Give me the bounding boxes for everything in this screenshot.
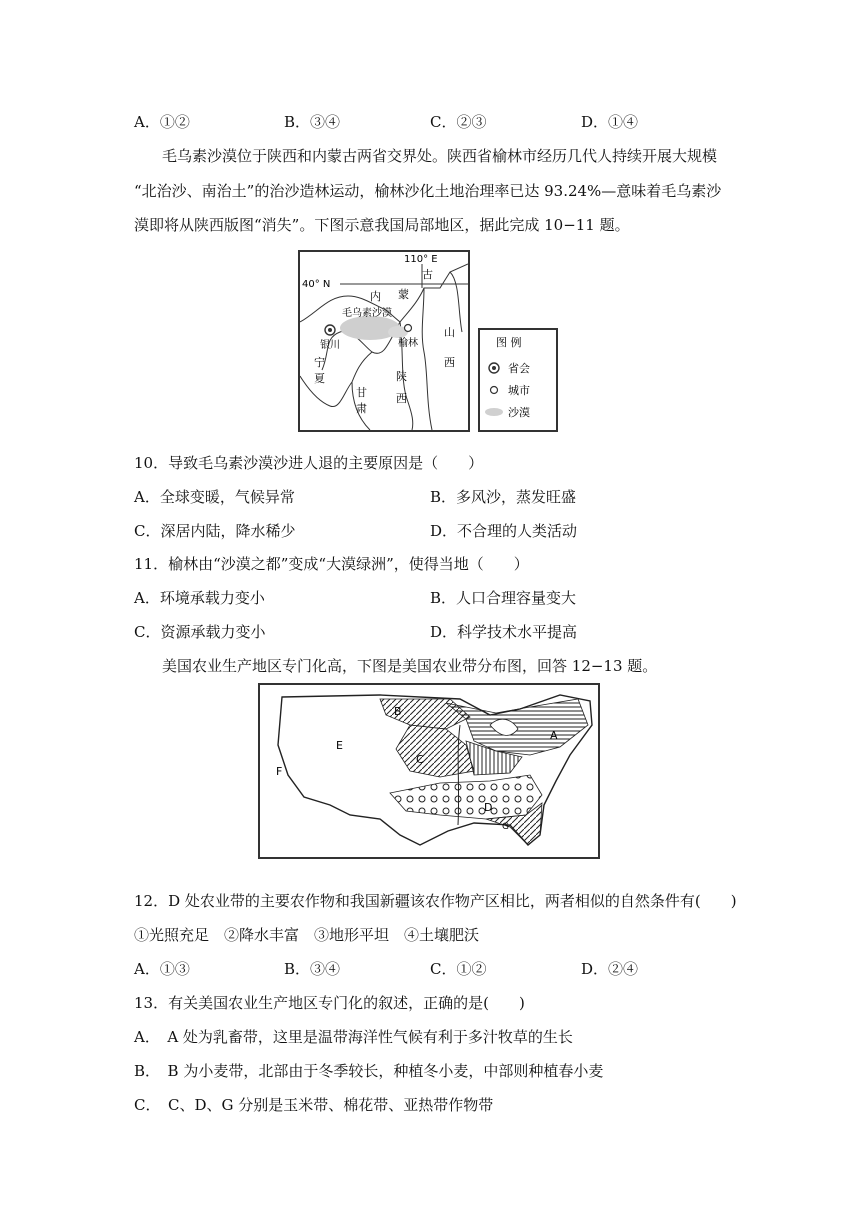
gansu-label-2: 肃	[356, 402, 367, 415]
yulin-label: 榆林	[398, 338, 418, 349]
passage2: 美国农业生产地区专门化高，下图是美国农业带分布图，回答 12−13 题。	[162, 657, 658, 675]
q11-stem: 11．榆林由“沙漠之都”变成“大漠绿洲”，使得当地（ ）	[134, 555, 529, 573]
q9-option-d: D．①④	[581, 113, 639, 131]
q12-option-d: D．②④	[581, 960, 639, 978]
shanxi-label-1: 山	[444, 326, 455, 339]
shaanxi-label-1: 陕	[396, 370, 407, 383]
map2-svg	[260, 685, 598, 857]
passage1-line2: “北治沙、南治土”的治沙造林运动，榆林沙化土地治理率已达 93.24%—意味着毛乌素沙	[134, 182, 722, 200]
q10-option-a: A．全球变暖，气候异常	[134, 488, 295, 506]
q11-option-b: B．人口合理容量变大	[430, 589, 577, 607]
label-f: F	[276, 765, 283, 778]
passage1-line1: 毛乌素沙漠位于陕西和内蒙古两省交界处。陕西省榆林市经历几代人持续开展大规模	[162, 147, 718, 165]
legend-title: 图 例	[496, 336, 522, 349]
q12-stem: 12．D 处农业带的主要农作物和我国新疆该农作物产区相比，两者相似的自然条件有( )	[134, 892, 737, 910]
legend-capital: 省会	[508, 362, 530, 375]
inner-mongolia-label-2: 蒙	[398, 288, 409, 301]
gansu-label-1: 甘	[356, 386, 367, 399]
q12-option-b: B．③④	[284, 960, 341, 978]
label-b: B	[394, 705, 402, 718]
label-c: C	[416, 753, 424, 766]
shanxi-label-2: 西	[444, 356, 455, 369]
q10-option-d: D．不合理的人类活动	[430, 522, 578, 540]
shaanxi-label-2: 西	[396, 392, 407, 405]
map1-svg	[300, 252, 468, 430]
latitude-label: 40° N	[302, 279, 331, 290]
city-icon	[491, 387, 498, 394]
desert-label: 毛乌素沙漠	[342, 308, 392, 319]
yinchuan-label: 银川	[320, 340, 340, 351]
q10-stem: 10．导致毛乌素沙漠沙进人退的主要原因是（ ）	[134, 454, 484, 472]
q12-option-c: C．①②	[430, 960, 487, 978]
q9-option-c: C．②③	[430, 113, 487, 131]
legend-city: 城市	[508, 384, 530, 397]
q13-option-b: B． B 为小麦带，北部由于冬季较长，种植冬小麦，中部则种植春小麦	[134, 1062, 604, 1080]
q13-option-a: A． A 处为乳畜带，这里是温带海洋性气候有利于多汁牧草的生长	[134, 1028, 573, 1046]
mu-us-desert-map	[298, 250, 470, 432]
legend-svg	[480, 330, 556, 430]
q11-option-c: C．资源承载力变小	[134, 623, 266, 641]
q9-option-a: A．①②	[134, 113, 190, 131]
legend-desert: 沙漠	[508, 406, 530, 419]
desert-legend-icon	[485, 408, 503, 416]
label-g: G	[502, 822, 509, 832]
q10-option-b: B．多风沙，蒸发旺盛	[430, 488, 577, 506]
ningxia-label-2: 夏	[314, 372, 325, 385]
us-agriculture-map	[258, 683, 600, 859]
yinchuan-capital-dot	[328, 328, 332, 332]
q11-option-a: A．环境承载力变小	[134, 589, 265, 607]
q13-stem: 13．有关美国农业生产地区专门化的叙述，正确的是( )	[134, 994, 525, 1012]
q9-option-b: B．③④	[284, 113, 341, 131]
inner-mongolia-label-3: 古	[422, 268, 433, 281]
label-e: E	[336, 739, 343, 752]
q12-items: ①光照充足 ②降水丰富 ③地形平坦 ④土壤肥沃	[134, 926, 480, 944]
q12-option-a: A．①③	[134, 960, 190, 978]
label-a: A	[550, 729, 558, 742]
passage1-line3: 漠即将从陕西版图“消失”。下图示意我国局部地区，据此完成 10−11 题。	[134, 216, 630, 234]
label-d: D	[484, 801, 493, 814]
inner-mongolia-label-1: 内	[370, 290, 381, 303]
map1-legend	[478, 328, 558, 432]
yulin-city-icon	[405, 325, 412, 332]
q11-option-d: D．科学技术水平提高	[430, 623, 578, 641]
capital-icon-dot	[492, 366, 496, 370]
q13-option-c: C． C、D、G 分别是玉米带、棉花带、亚热带作物带	[134, 1096, 494, 1114]
longitude-label: 110° E	[404, 254, 438, 265]
q10-option-c: C．深居内陆，降水稀少	[134, 522, 296, 540]
ningxia-label-1: 宁	[314, 356, 325, 369]
